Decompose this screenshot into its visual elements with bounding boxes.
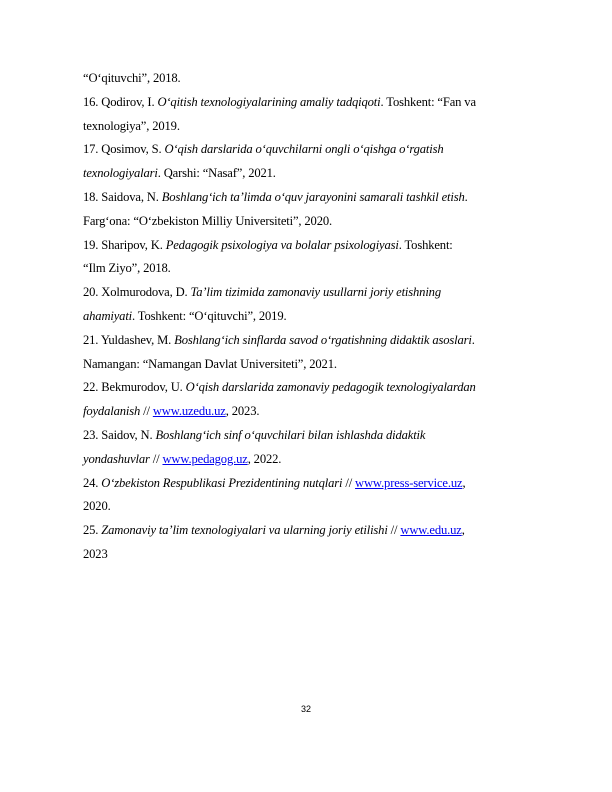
reference-title: texnologiyalari xyxy=(83,166,158,181)
reference-text: “Ilm Ziyo”, 2018. xyxy=(83,261,171,276)
reference-link[interactable]: www.edu.uz xyxy=(400,523,462,538)
reference-title: Zamonaviy ta’lim texnologiyalari va ularning joriy etilishi xyxy=(101,523,388,538)
reference-text: 2020. xyxy=(83,499,111,514)
reference-text: 16. Qodirov, I. xyxy=(83,94,158,109)
reference-text: Farg‘ona: “O‘zbekiston Milliy Universiteti”, 2020. xyxy=(83,213,332,228)
reference-text: 19. Sharipov, K. xyxy=(83,237,166,252)
reference-text: . xyxy=(471,332,475,347)
reference-line xyxy=(83,379,545,395)
reference-text: , xyxy=(461,523,465,538)
reference-list xyxy=(83,70,545,570)
page-number: 32 xyxy=(300,704,311,714)
reference-title: Pedagogik psixologiya va bolalar psixologiyasi xyxy=(165,237,399,252)
reference-link[interactable]: www.uzedu.uz xyxy=(152,404,226,419)
reference-text: . Toshkent: “Fan va xyxy=(380,94,476,109)
reference-line xyxy=(83,94,545,110)
reference-title: O‘zbekiston Respublikasi Prezidentining nutqlari xyxy=(101,475,343,490)
reference-text: Namangan: “Namangan Davlat Universiteti”, 2021. xyxy=(83,356,337,371)
reference-line xyxy=(83,284,545,300)
reference-line xyxy=(83,141,545,157)
reference-line xyxy=(83,308,545,324)
reference-text: // xyxy=(149,451,163,466)
reference-line xyxy=(83,546,545,562)
reference-line xyxy=(83,237,545,253)
reference-line xyxy=(83,451,545,467)
reference-text: . Toshkent: “O‘qituvchi”, 2019. xyxy=(132,308,287,323)
reference-text: , 2023. xyxy=(225,404,260,419)
reference-title: Boshlang‘ich ta’limda o‘quv jarayonini samarali tashkil etish xyxy=(161,189,465,204)
reference-text: texnologiya”, 2019. xyxy=(83,118,180,133)
reference-title: O‘qish darslarida zamonaviy pedagogik texnologiyalardan xyxy=(185,380,476,395)
reference-text: 21. Yuldashev, M. xyxy=(83,332,175,347)
reference-line xyxy=(83,356,545,372)
reference-text: “O‘qituvchi”, 2018. xyxy=(83,71,181,85)
reference-title: foydalanish xyxy=(83,404,141,419)
reference-text: // xyxy=(140,404,153,419)
reference-line xyxy=(83,213,545,229)
reference-line xyxy=(83,332,545,348)
reference-text: 22. Bekmurodov, U. xyxy=(83,380,186,395)
reference-line xyxy=(83,118,545,134)
reference-title: Boshlang‘ich sinflarda savod o‘rgatishning didaktik asoslari xyxy=(174,332,472,347)
reference-line xyxy=(83,260,545,276)
reference-line xyxy=(83,427,545,443)
reference-text: . Qarshi: “Nasaf”, 2021. xyxy=(157,166,276,181)
reference-text: 23. Saidov, N. xyxy=(83,427,156,442)
reference-text: 17. Qosimov, S. xyxy=(83,142,165,157)
reference-text: . Toshkent: xyxy=(398,237,453,252)
reference-title: O‘qish darslarida o‘quvchilarni ongli o‘qishga o‘rgatish xyxy=(164,142,444,157)
reference-line xyxy=(83,165,545,181)
reference-text: , xyxy=(462,475,466,490)
reference-title: yondashuvlar xyxy=(83,451,150,466)
reference-text: 18. Saidova, N. xyxy=(83,189,162,204)
reference-text: 20. Xolmurodova, D. xyxy=(83,285,191,300)
reference-line xyxy=(83,475,545,491)
reference-title: Boshlang‘ich sinf o‘quvchilari bilan ishlashda didaktik xyxy=(155,427,426,442)
reference-title: O‘qitish texnologiyalarining amaliy tadqiqoti xyxy=(157,94,381,109)
reference-text: // xyxy=(342,475,356,490)
reference-line xyxy=(83,70,545,86)
reference-line xyxy=(83,189,545,205)
reference-text: 2023 xyxy=(83,546,108,561)
reference-line xyxy=(83,498,545,514)
reference-link[interactable]: www.press-service.uz xyxy=(355,475,463,490)
reference-text: // xyxy=(387,523,401,538)
reference-text: , 2022. xyxy=(247,451,282,466)
reference-title: ahamiyati xyxy=(83,308,133,323)
reference-text: 25. xyxy=(83,523,102,538)
reference-line xyxy=(83,522,545,538)
reference-text: 24. xyxy=(83,475,102,490)
reference-line xyxy=(83,403,545,419)
reference-link[interactable]: www.pedagog.uz xyxy=(162,451,248,466)
reference-title: Ta’lim tizimida zamonaviy usullarni joriy etishning xyxy=(190,285,441,300)
reference-text: . xyxy=(464,189,468,204)
